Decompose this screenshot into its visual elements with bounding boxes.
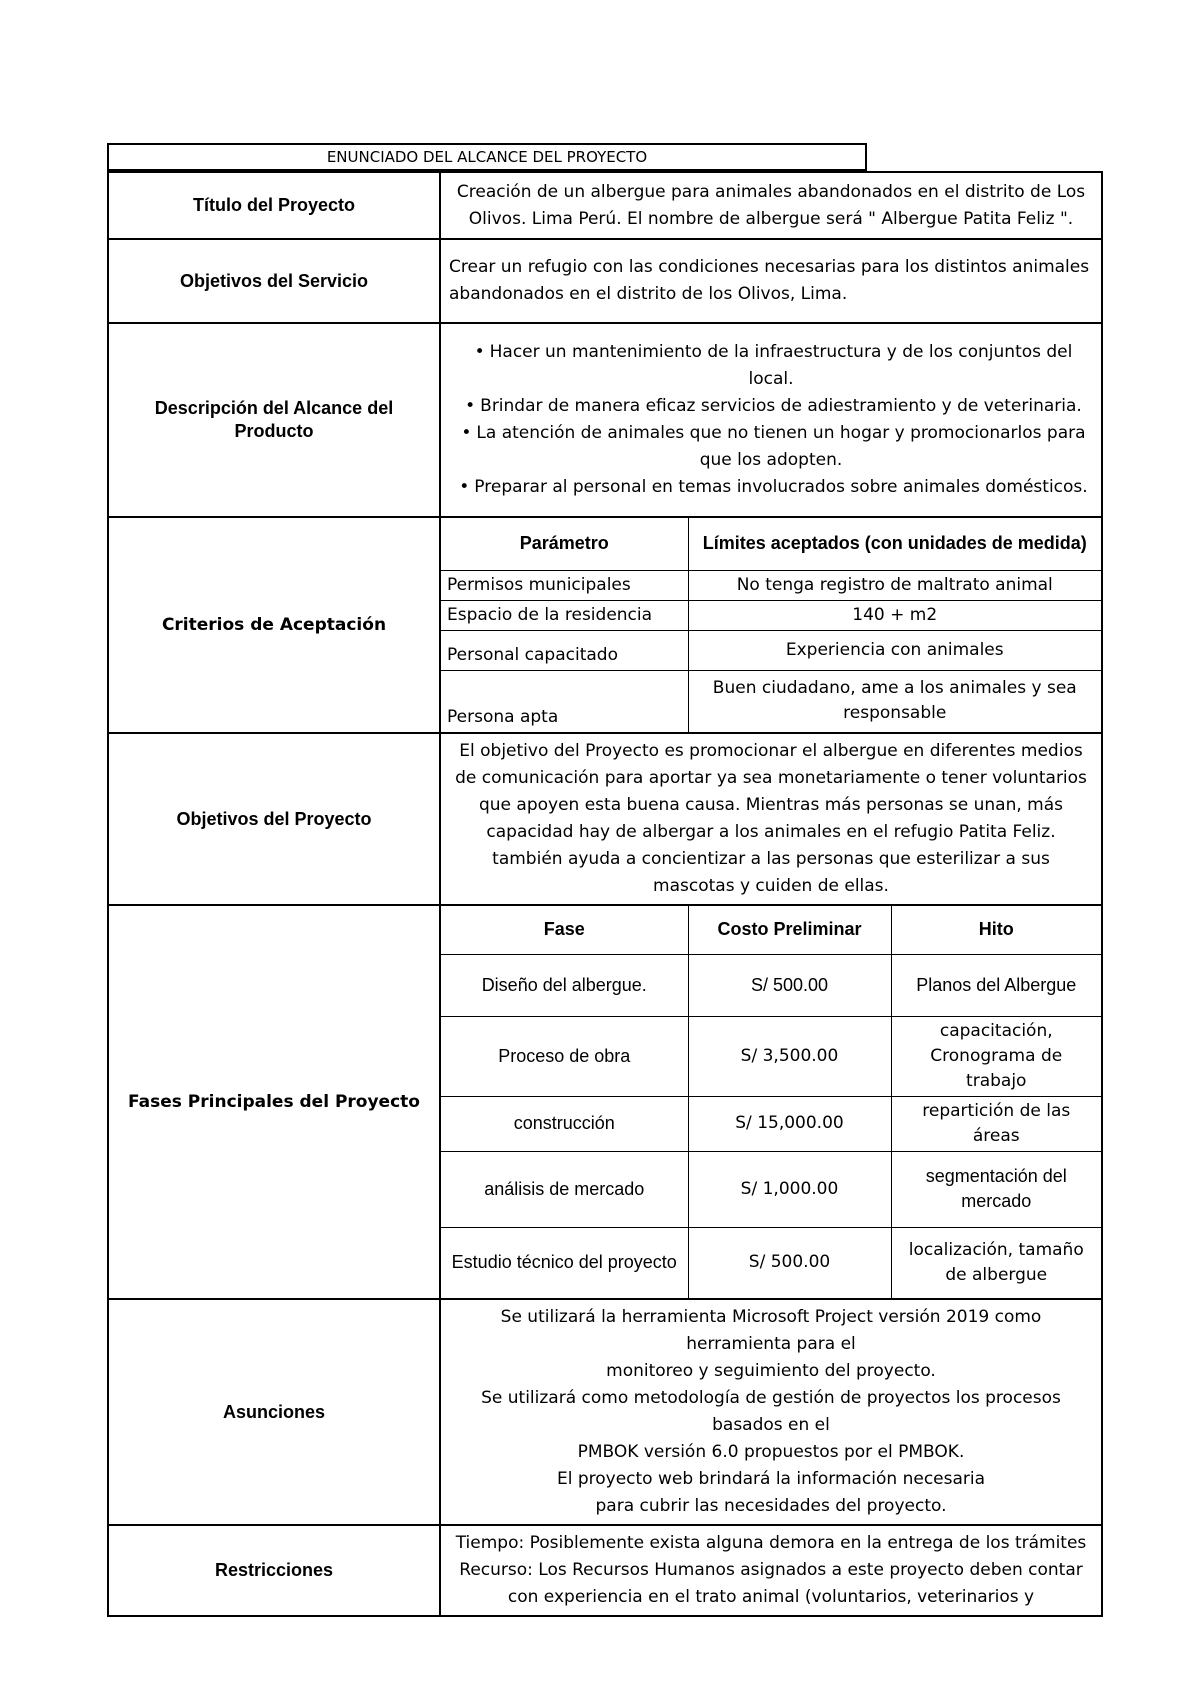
row-project-phases	[108, 905, 1102, 1299]
row-assumptions	[108, 1299, 1102, 1525]
project-phases-cell	[440, 905, 1102, 1299]
table-cell: localización, tamaño de albergue	[891, 1227, 1101, 1298]
table-row	[441, 630, 1101, 670]
table-header-row	[441, 518, 1101, 570]
scope-statement-table	[107, 171, 1103, 1617]
table-cell: S/ 500.00	[688, 1227, 891, 1298]
table-cell: Estudio técnico del proyecto	[441, 1227, 688, 1298]
table-row	[441, 1227, 1101, 1298]
column-header-milestone: Hito	[891, 906, 1101, 954]
service-objectives-label: Objetivos del Servicio	[108, 239, 440, 323]
assumption-line: El proyecto web brindará la información necesaria	[556, 1469, 986, 1489]
table-header-row	[441, 906, 1101, 954]
table-cell: construcción	[441, 1096, 688, 1151]
service-objectives-value: Crear un refugio con las condiciones necesarias para los distintos animales abandonados en el distrito de los Olivos, Lima.	[440, 239, 1102, 323]
table-cell: S/ 1,000.00	[688, 1151, 891, 1227]
row-project-objectives	[108, 733, 1102, 905]
table-row	[441, 1096, 1101, 1151]
assumption-line: monitoreo y seguimiento del proyecto.	[606, 1361, 936, 1381]
project-title-value: Creación de un albergue para animales abandonados en el distrito de Los Olivos. Lima Perú. El nombre de albergue será " Albergue Patita Feliz ".	[440, 172, 1102, 239]
table-row	[441, 600, 1101, 630]
restrictions-value	[440, 1525, 1102, 1616]
row-restrictions	[108, 1525, 1102, 1616]
table-cell: Planos del Albergue	[891, 954, 1101, 1016]
project-objectives-value: El objetivo del Proyecto es promocionar el albergue en diferentes medios de comunicación para aportar ya sea monetariamente o tener voluntarios que apoyen esta buena causa. Mientras más personas se unan, más capacidad hay de albergar a los animales en el refugio Patita Feliz. también ayuda a concientizar a las personas que esterilizar a sus mascotas y cuiden de ellas.	[440, 733, 1102, 905]
column-header-limits: Límites aceptados (con unidades de medida)	[688, 518, 1101, 570]
table-cell: Diseño del albergue.	[441, 954, 688, 1016]
table-cell: segmentación del mercado	[891, 1151, 1101, 1227]
row-project-title	[108, 172, 1102, 239]
restrictions-label: Restricciones	[108, 1525, 440, 1616]
bullet-icon: •	[474, 342, 485, 362]
table-row	[441, 570, 1101, 600]
table-cell: Experiencia con animales	[688, 630, 1101, 670]
table-cell: capacitación, Cronograma de trabajo	[891, 1016, 1101, 1096]
list-item: • Preparar al personal en temas involucrados sobre animales domésticos.	[449, 474, 1093, 501]
project-objectives-label: Objetivos del Proyecto	[108, 733, 440, 905]
project-title-label: Título del Proyecto	[108, 172, 440, 239]
scope-bullet-list	[449, 339, 1093, 501]
acceptance-criteria-label: Criterios de Aceptación	[108, 517, 440, 733]
list-item: • Hacer un mantenimiento de la infraestructura y de los conjuntos del local.	[449, 339, 1093, 393]
table-row	[441, 954, 1101, 1016]
table-cell: S/ 500.00	[688, 954, 891, 1016]
project-phases-label: Fases Principales del Proyecto	[108, 905, 440, 1299]
restriction-line: Recurso: Los Recursos Humanos asignados a este proyecto deben contar con experiencia en el trato animal (voluntarios, veterinarios y	[459, 1560, 1083, 1607]
scope-description-value	[440, 323, 1102, 517]
assumptions-value	[440, 1299, 1102, 1525]
column-header-phase: Fase	[441, 906, 688, 954]
assumption-line: para cubrir las necesidades del proyecto.	[595, 1496, 947, 1516]
table-cell: análisis de mercado	[441, 1151, 688, 1227]
document-title: ENUNCIADO DEL ALCANCE DEL PROYECTO	[107, 143, 867, 171]
bullet-icon: •	[461, 423, 472, 443]
acceptance-criteria-table	[441, 518, 1101, 732]
table-cell: Personal capacitado	[441, 630, 688, 670]
table-cell: repartición de las áreas	[891, 1096, 1101, 1151]
table-cell: Persona apta	[441, 670, 688, 732]
bullet-icon: •	[459, 477, 470, 497]
row-acceptance-criteria	[108, 517, 1102, 733]
assumptions-label: Asunciones	[108, 1299, 440, 1525]
table-cell: Proceso de obra	[441, 1016, 688, 1096]
scope-description-label: Descripción del Alcance del Producto	[108, 323, 440, 517]
row-service-objectives	[108, 239, 1102, 323]
assumption-line: PMBOK versión 6.0 propuestos por el PMBOK.	[577, 1442, 965, 1462]
table-cell: S/ 15,000.00	[688, 1096, 891, 1151]
table-cell: Permisos municipales	[441, 570, 688, 600]
bullet-icon: •	[465, 396, 476, 416]
table-row	[441, 1151, 1101, 1227]
table-cell: No tenga registro de maltrato animal	[688, 570, 1101, 600]
restriction-line: Tiempo: Posiblemente exista alguna demora en la entrega de los trámites	[455, 1533, 1087, 1553]
row-scope-description	[108, 323, 1102, 517]
table-cell: Espacio de la residencia	[441, 600, 688, 630]
column-header-cost: Costo Preliminar	[688, 906, 891, 954]
project-phases-table	[441, 906, 1101, 1298]
table-row	[441, 670, 1101, 732]
table-row	[441, 1016, 1101, 1096]
list-item: • Brindar de manera eficaz servicios de adiestramiento y de veterinaria.	[449, 393, 1093, 420]
column-header-parameter: Parámetro	[441, 518, 688, 570]
table-cell: 140 + m2	[688, 600, 1101, 630]
acceptance-criteria-cell	[440, 517, 1102, 733]
table-cell: Buen ciudadano, ame a los animales y sea responsable	[688, 670, 1101, 732]
assumption-line: Se utilizará la herramienta Microsoft Project versión 2019 como herramienta para el	[500, 1307, 1042, 1354]
assumption-line: Se utilizará como metodología de gestión de proyectos los procesos basados en el	[481, 1388, 1061, 1435]
list-item: • La atención de animales que no tienen un hogar y promocionarlos para que los adopten.	[449, 420, 1093, 474]
table-cell: S/ 3,500.00	[688, 1016, 891, 1096]
